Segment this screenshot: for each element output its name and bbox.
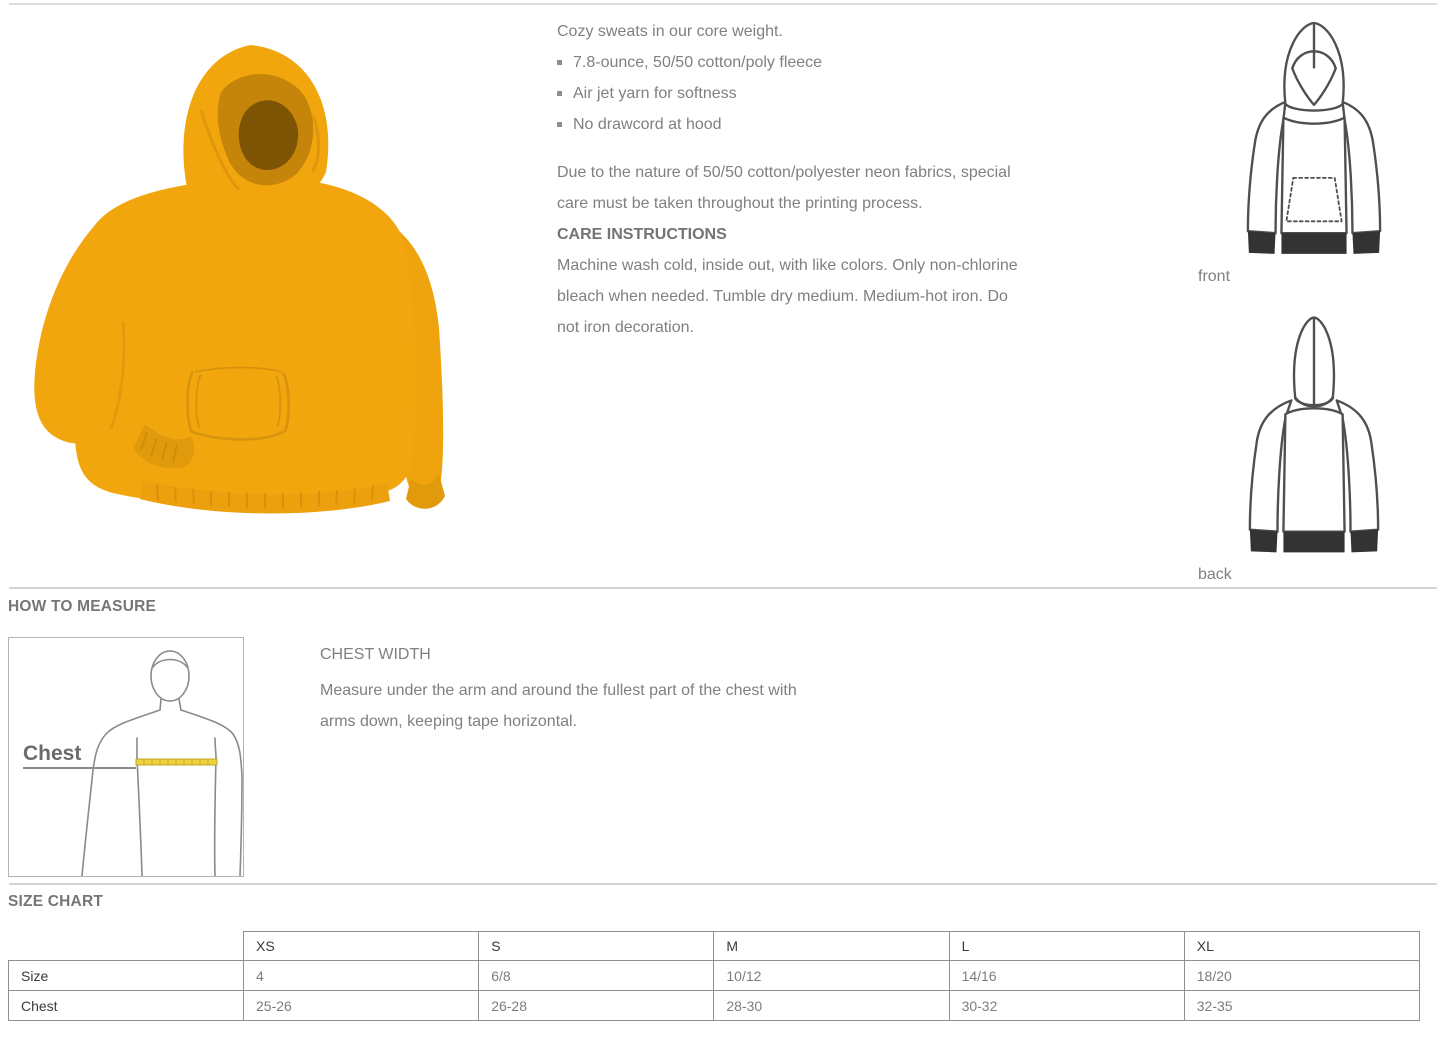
printing-note: Due to the nature of 50/50 cotton/polyester neon fabrics, special care must be taken throughout the printing process.	[557, 164, 1011, 212]
chest-width-info	[320, 644, 825, 737]
product-intro: Cozy sweats in our core weight.	[557, 23, 783, 40]
diagram-chest-label: Chest	[23, 742, 82, 765]
size-value: 10/12	[714, 961, 949, 991]
chest-value: 28-30	[714, 991, 949, 1021]
feature-list	[557, 47, 1025, 140]
garment-views	[1198, 10, 1440, 590]
blank-header-cell	[9, 932, 244, 961]
section-divider	[9, 587, 1437, 589]
section-divider	[9, 883, 1437, 885]
front-view-label: front	[1198, 268, 1231, 285]
chest-measure-diagram	[8, 637, 244, 877]
chest-width-text: Measure under the arm and around the fullest part of the chest with arms down, keeping tape horizontal.	[320, 682, 797, 730]
product-description	[557, 16, 1025, 343]
size-chart-header-row	[9, 932, 1420, 961]
feature-item: Air jet yarn for softness	[557, 78, 1025, 109]
feature-item: No drawcord at hood	[557, 109, 1025, 140]
how-to-measure-heading: HOW TO MEASURE	[8, 598, 157, 615]
care-instructions-text: Machine wash cold, inside out, with like colors. Only non-chlorine bleach when needed. Tumble dry medium. Medium-hot iron. Do not iron decoration.	[557, 257, 1018, 336]
hoodie-front-illustration	[1240, 13, 1388, 255]
chest-value: 25-26	[244, 991, 479, 1021]
column-header-s: S	[479, 932, 714, 961]
table-row-size	[9, 961, 1420, 991]
feature-item: 7.8-ounce, 50/50 cotton/poly fleece	[557, 47, 1025, 78]
size-chart-heading: SIZE CHART	[8, 893, 103, 910]
column-header-xs: XS	[244, 932, 479, 961]
chest-value: 26-28	[479, 991, 714, 1021]
hoodie-back-illustration	[1240, 308, 1388, 556]
column-header-m: M	[714, 932, 949, 961]
care-instructions-heading: CARE INSTRUCTIONS	[557, 226, 727, 243]
column-header-xl: XL	[1184, 932, 1419, 961]
table-row-chest	[9, 991, 1420, 1021]
size-value: 4	[244, 961, 479, 991]
chest-value: 30-32	[949, 991, 1184, 1021]
measure-figure-icon	[9, 638, 243, 876]
chest-width-title: CHEST WIDTH	[320, 646, 431, 663]
top-divider	[9, 3, 1437, 5]
size-value: 6/8	[479, 961, 714, 991]
size-value: 18/20	[1184, 961, 1419, 991]
column-header-l: L	[949, 932, 1184, 961]
row-label-size: Size	[9, 961, 244, 991]
product-photo-hoodie	[25, 20, 520, 560]
back-view-label: back	[1198, 566, 1232, 583]
chest-value: 32-35	[1184, 991, 1419, 1021]
row-label-chest: Chest	[9, 991, 244, 1021]
size-chart-table	[8, 931, 1420, 1021]
size-value: 14/16	[949, 961, 1184, 991]
